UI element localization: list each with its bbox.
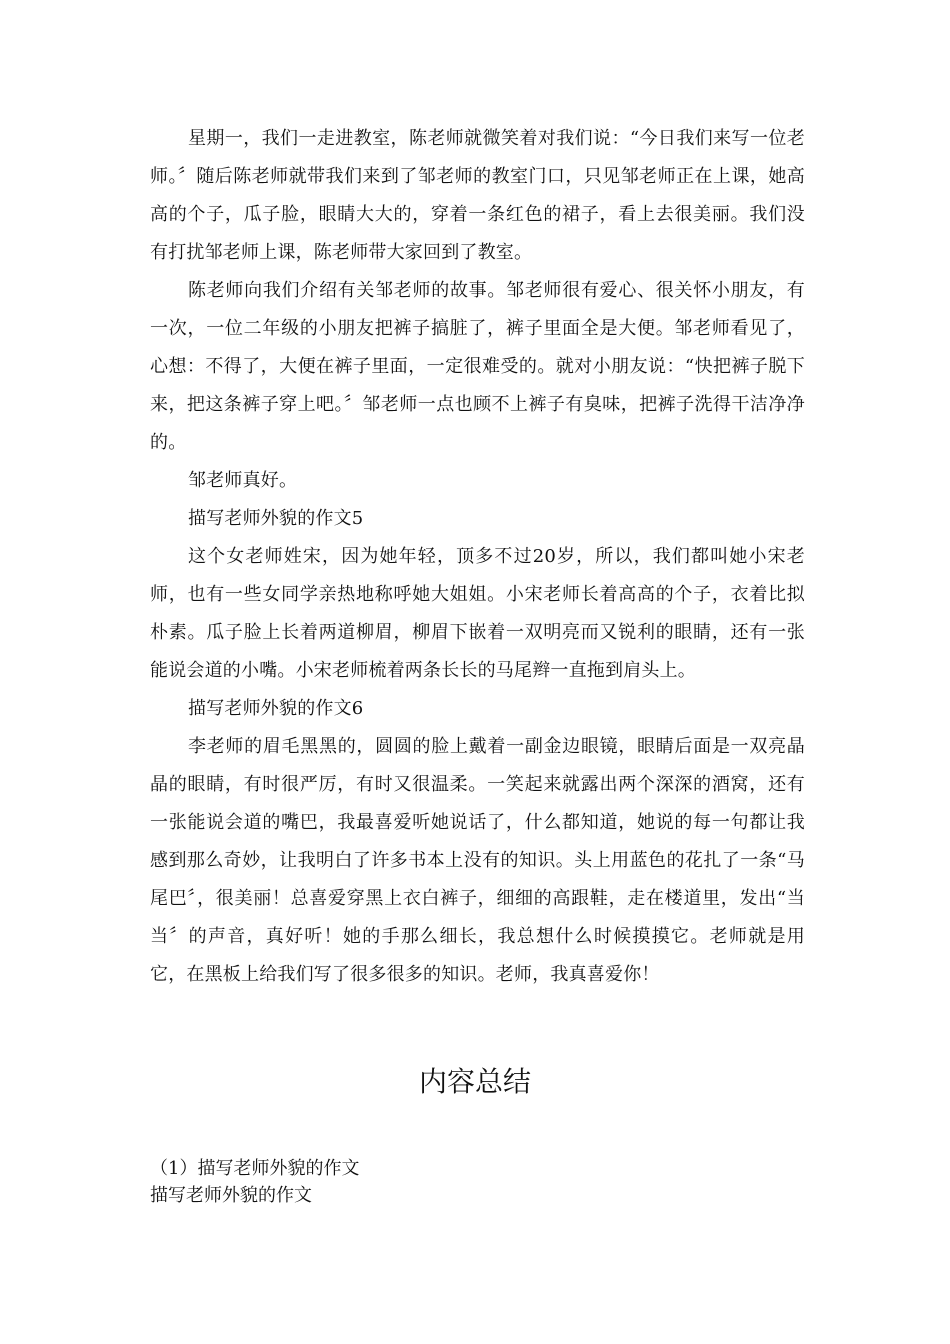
summary-line-1: （1）描写老师外貌的作文 (150, 1158, 360, 1179)
summary-title: 内容总结 (418, 1065, 531, 1098)
essay-6-heading: 描写老师外貌的作文6 (188, 698, 364, 719)
paragraph-essay-6: 李老师的眉毛黑黑的，圆圆的脸上戴着一副金边眼镜，眼睛后面是一双亮晶晶的眼睛，有时很严厉，有时又很温柔。一笑起来就露出两个深深的酒窝，还有一张能说会道的嘴巴，我最喜爱听她说话了，什么都知道，她说的每一句都让我感到那么奇妙，让我明白了许多书本上没有的知识。头上用蓝色的花扎了一条“马尾巴〞，很美丽！总喜爱穿黑上衣白裤子，细细的高跟鞋，走在楼道里，发出“当当〞的声音，真好听！她的手那么细长，我总想什么时候摸摸它。老师就是用它，在黑板上给我们写了很多很多的知识。老师，我真喜爱你！ (150, 736, 805, 985)
paragraph-essay-5: 这个女老师姓宋，因为她年轻，顶多不过20岁，所以，我们都叫她小宋老师，也有一些女同学亲热地称呼她大姐姐。小宋老师长着高高的个子，衣着比拟朴素。瓜子脸上长着两道柳眉，柳眉下嵌着一双明亮而又锐利的眼睛，还有一张能说会道的小嘴。小宋老师梳着两条长长的马尾辫一直拖到肩头上。 (150, 546, 805, 681)
summary-list (150, 1155, 805, 1209)
paragraph-3: 邹老师真好。 (188, 470, 298, 491)
essay-5-heading: 描写老师外貌的作文5 (188, 508, 364, 529)
summary-line-2: 描写老师外貌的作文 (150, 1185, 312, 1206)
article-body (150, 120, 805, 994)
paragraph-2: 陈老师向我们介绍有关邹老师的故事。邹老师很有爱心、很关怀小朋友，有一次，一位二年级的小朋友把裤子搞脏了，裤子里面全是大便。邹老师看见了，心想：不得了，大便在裤子里面，一定很难受的。就对小朋友说：“快把裤子脱下来，把这条裤子穿上吧。〞邹老师一点也顾不上裤子有臭味，把裤子洗得干洁净净的。 (150, 280, 805, 453)
paragraph-1: 星期一，我们一走进教室，陈老师就微笑着对我们说：“今日我们来写一位老师。〞随后陈老师就带我们来到了邹老师的教室门口，只见邹老师正在上课，她高高的个子，瓜子脸，眼睛大大的，穿着一条红色的裙子，看上去很美丽。我们没有打扰邹老师上课，陈老师带大家回到了教室。 (150, 128, 805, 263)
